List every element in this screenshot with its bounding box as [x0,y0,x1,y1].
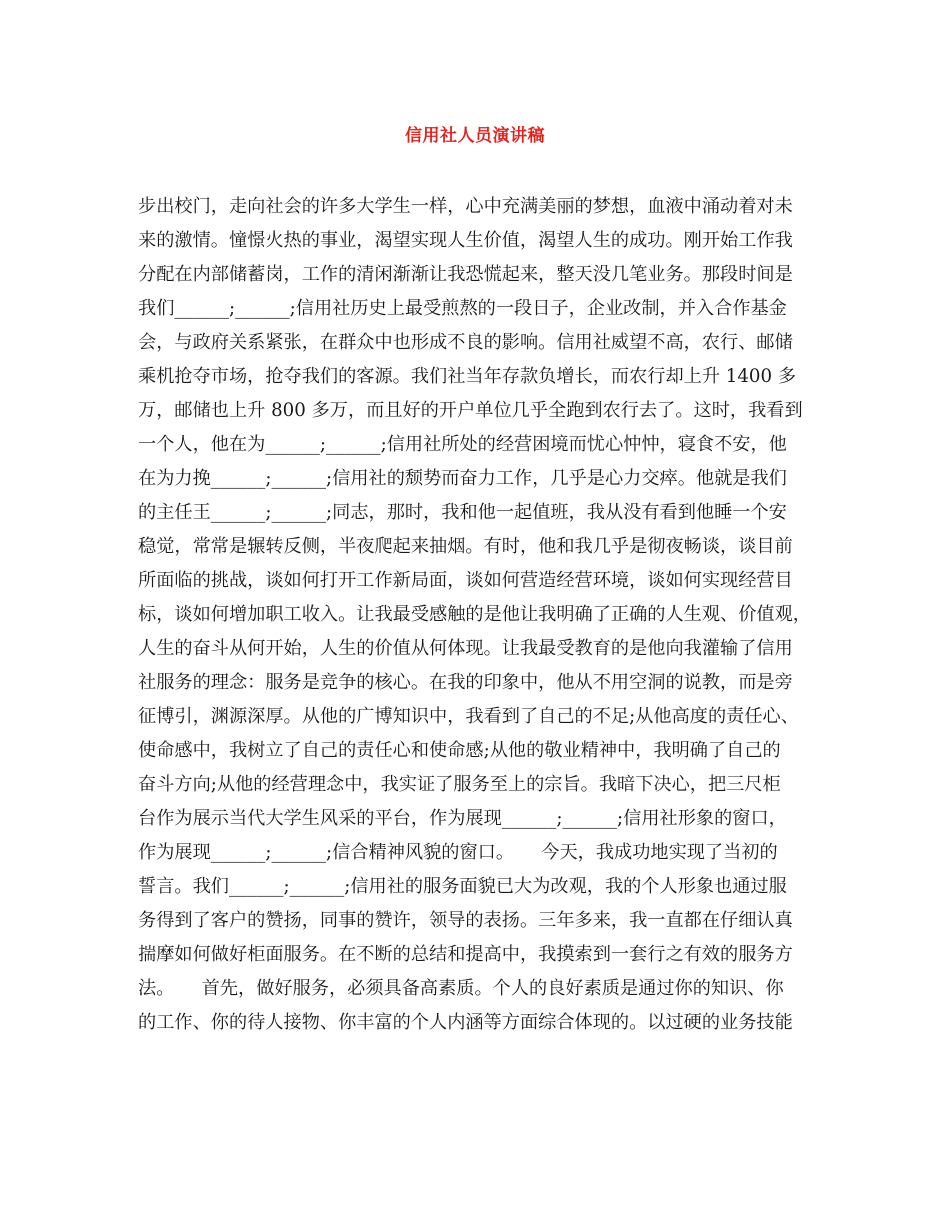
body-line: 来的激情。憧憬火热的事业，渴望实现人生价值，渴望人生的成功。刚开始工作我 [138,230,793,251]
body-line: 人生的奋斗从何开始，人生的价值从何体现。让我最受教育的是他向我灌输了信用 [138,638,793,659]
body-line: 的工作、你的待人接物、你丰富的个人内涵等方面综合体现的。以过硬的业务技能 [138,1012,793,1033]
body-line: 标，谈如何增加职工收入。让我最受感触的是他让我明确了正确的人生观、价值观， [138,604,811,625]
body-line: 征博引，渊源深厚。从他的广博知识中，我看到了自己的不足;从他高度的责任心、 [138,706,799,727]
body-line: 作为展现______;______;信合精神风貌的窗口。 今天，我成功地实现了当初的 [138,842,778,863]
document-body [138,190,818,1040]
body-line: 在为力挽______;______;信用社的颓势而奋力工作，几乎是心力交瘁。他就是我们 [138,468,787,489]
body-line: 分配在内部储蓄岗，工作的清闲渐渐让我恐慌起来，整天没几笔业务。那段时间是 [138,264,793,285]
body-line: 一个人，他在为______;______;信用社所处的经营困境而忧心忡忡，寝食不安，他 [138,434,787,455]
body-line: 的主任王______;______;同志，那时，我和他一起值班，我从没有看到他睡一个安 [138,502,787,523]
body-line: 台作为展示当代大学生风采的平台，作为展现______;______;信用社形象的窗口， [138,808,787,829]
body-line: 我们______;______;信用社历史上最受煎熬的一段日子，企业改制，并入合作基金 [138,298,787,319]
body-line: 稳觉，常常是辗转反侧，半夜爬起来抽烟。有时，他和我几乎是彻夜畅谈，谈目前 [138,536,793,557]
body-line: 步出校门，走向社会的许多大学生一样，心中充满美丽的梦想，血液中涌动着对未 [138,196,793,217]
body-line: 使命感中，我树立了自己的责任心和使命感;从他的敬业精神中，我明确了自己的 [138,740,781,761]
body-line: 会，与政府关系紧张，在群众中也形成不良的影响。信用社威望不高，农行、邮储 [138,332,793,353]
document-title: 信用社人员演讲稿 [405,126,545,146]
body-line: 乘机抢夺市场，抢夺我们的客源。我们社当年存款负增长，而农行却上升 1400 多 [138,366,797,387]
body-line: 奋斗方向;从他的经营理念中，我实证了服务至上的宗旨。我暗下决心，把三尺柜 [138,774,781,795]
body-line: 务得到了客户的赞扬，同事的赞许，领导的表扬。三年多来，我一直都在仔细认真 [138,910,793,931]
body-line: 社服务的理念：服务是竞争的核心。在我的印象中，他从不用空洞的说教，而是旁 [138,672,793,693]
body-line: 所面临的挑战，谈如何打开工作新局面，谈如何营造经营环境，谈如何实现经营目 [138,570,793,591]
body-line: 揣摩如何做好柜面服务。在不断的总结和提高中，我摸索到一套行之有效的服务方 [138,944,793,965]
body-line: 誓言。我们______;______;信用社的服务面貌已大为改观，我的个人形象也通过服 [138,876,787,897]
body-line: 万，邮储也上升 800 多万，而且好的开户单位几乎全跑到农行去了。这时，我看到 [138,400,803,421]
body-line: 法。 首先，做好服务，必须具备高素质。个人的良好素质是通过你的知识、你 [138,978,784,999]
